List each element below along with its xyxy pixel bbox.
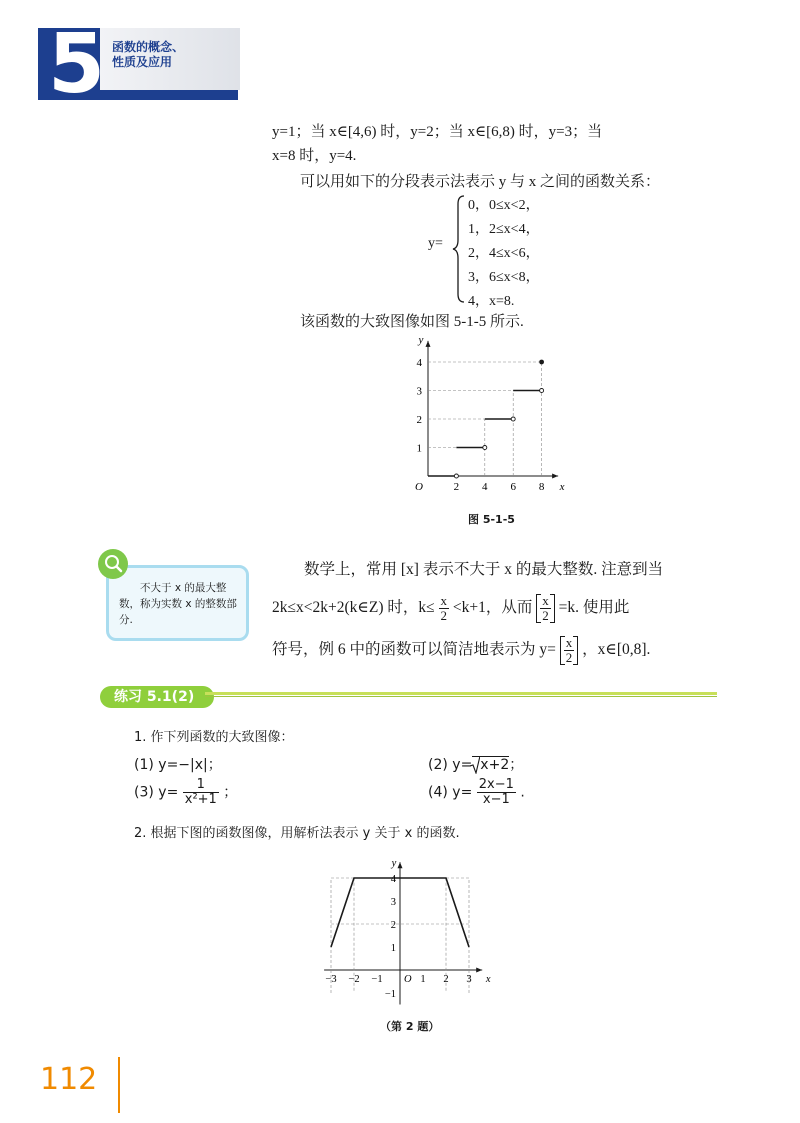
sqrt-radicand bbox=[472, 756, 509, 773]
exercise-q2: 2. 根据下图的函数图像，用解析法表示 y 关于 x 的函数. bbox=[134, 826, 460, 841]
origin-label: O bbox=[404, 974, 412, 985]
exercise-q1-1: (1) y=−|x|； bbox=[134, 757, 222, 773]
piecewise-brace bbox=[452, 194, 466, 304]
search-icon bbox=[98, 549, 128, 579]
x-tick-label: 1 bbox=[420, 974, 426, 985]
q1-2-suffix: ； bbox=[509, 757, 524, 773]
fraction bbox=[477, 778, 516, 807]
exercise-q1-3 bbox=[134, 778, 237, 807]
closed-point bbox=[539, 360, 544, 365]
body-line1: y=1；当 x∈[4,6) 时，y=2；当 x∈[6,8) 时，y=3；当 bbox=[272, 124, 603, 140]
floor-para-text: 符号，例 6 中的函数可以简洁地表示为 y= bbox=[272, 641, 556, 659]
x-tick-label: −1 bbox=[371, 974, 383, 985]
floor-para-line1: 数学上，常用 [x] 表示不大于 x 的最大整数. 注意到当 bbox=[304, 561, 664, 578]
fraction-numerator: 2x−1 bbox=[478, 777, 514, 792]
fraction-numerator: x bbox=[542, 593, 549, 608]
x-tick-label: −2 bbox=[348, 974, 360, 985]
fraction-denominator: x²+1 bbox=[184, 792, 217, 807]
sqrt-content: x+2 bbox=[480, 757, 510, 773]
y-tick-label: 1 bbox=[390, 943, 396, 954]
page-number: 112 bbox=[40, 1062, 98, 1097]
y-axis-arrow bbox=[398, 862, 403, 868]
x-axis-label: x bbox=[485, 974, 491, 985]
exercise-q1-2 bbox=[428, 754, 523, 774]
x-axis-label: x bbox=[559, 481, 565, 493]
fraction-numerator: 1 bbox=[183, 778, 219, 793]
q1-3-suffix: ； bbox=[223, 784, 238, 801]
q1-3-prefix: (3) y= bbox=[134, 784, 179, 801]
fraction bbox=[439, 594, 450, 623]
piecewise-case: 1，2≤x<4， bbox=[468, 222, 540, 237]
open-point bbox=[511, 417, 515, 421]
body-line2: x=8 时，y=4. bbox=[272, 148, 357, 164]
fraction-denominator: x−1 bbox=[482, 792, 510, 807]
trapezoid-chart bbox=[320, 846, 500, 1006]
y-tick-label: 3 bbox=[390, 897, 396, 908]
piecewise-case: 2，4≤x<6， bbox=[468, 246, 540, 261]
open-point bbox=[483, 446, 487, 450]
exercise-label: 练习 5.1(2) bbox=[100, 686, 214, 708]
floor-bracket bbox=[560, 636, 579, 665]
piecewise-lhs: y= bbox=[428, 236, 443, 251]
open-point bbox=[540, 389, 544, 393]
body-line4: 该函数的大致图像如图 5-1-5 所示. bbox=[300, 314, 524, 330]
fraction-denominator: 2 bbox=[565, 650, 573, 665]
exercise-q1-4 bbox=[428, 778, 525, 807]
y-axis-arrow bbox=[426, 341, 431, 347]
y-tick-label: 4 bbox=[390, 874, 396, 885]
body-line3: 可以用如下的分段表示法表示 y 与 x 之间的函数关系： bbox=[300, 174, 661, 190]
y-tick-label: −1 bbox=[384, 989, 396, 1000]
x-tick-label: 2 bbox=[443, 974, 449, 985]
floor-bracket bbox=[536, 594, 555, 623]
q1-2-prefix: (2) y= bbox=[428, 757, 473, 773]
piecewise-case: 0，0≤x<2， bbox=[468, 198, 540, 213]
side-note-text: 不大于 x 的最大整数，称为实数 x 的整数部分. bbox=[119, 582, 237, 626]
open-point bbox=[454, 474, 458, 478]
floor-para-line2 bbox=[272, 594, 629, 623]
exercise-q1: 1. 作下列函数的大致图像： bbox=[134, 730, 294, 745]
q1-4-suffix: . bbox=[520, 784, 525, 801]
y-tick-label: 4 bbox=[416, 357, 422, 369]
figure-caption-5-1-5: 图 5-1-5 bbox=[468, 513, 515, 526]
floor-para-text: 2k≤x<2k+2(k∈Z) 时，k≤ bbox=[272, 599, 435, 617]
x-tick-label: 6 bbox=[510, 481, 516, 493]
fraction-numerator: x bbox=[440, 593, 448, 608]
y-axis-label: y bbox=[418, 333, 424, 346]
figure-caption-q2: （第 2 题） bbox=[380, 1020, 440, 1033]
step-function-chart bbox=[400, 332, 590, 500]
y-tick-label: 2 bbox=[390, 920, 396, 931]
x-axis-arrow bbox=[476, 968, 482, 973]
piecewise-case: 4，x=8. bbox=[468, 294, 515, 309]
x-tick-label: 3 bbox=[466, 974, 472, 985]
chapter-title-line1: 函数的概念、 bbox=[112, 40, 185, 54]
y-axis-label: y bbox=[391, 858, 397, 870]
fraction-denominator: 2 bbox=[542, 608, 549, 623]
fraction bbox=[564, 636, 575, 665]
chapter-title-line2: 性质及应用 bbox=[112, 55, 173, 69]
chapter-number: 5 bbox=[48, 17, 106, 112]
x-tick-label: 2 bbox=[453, 481, 460, 493]
x-axis-arrow bbox=[552, 474, 558, 479]
fraction bbox=[183, 778, 219, 807]
chapter-title bbox=[112, 40, 184, 70]
x-tick-label: −3 bbox=[325, 974, 337, 985]
origin-label: O bbox=[415, 481, 423, 493]
floor-para-text: =k. 使用此 bbox=[558, 599, 630, 617]
x-tick-label: 4 bbox=[482, 481, 488, 493]
floor-para-text: ，x∈[0,8]. bbox=[582, 641, 651, 659]
floor-para-text: <k+1，从而 bbox=[452, 599, 533, 617]
page-number-divider bbox=[118, 1057, 120, 1113]
piecewise-case: 3，6≤x<8， bbox=[468, 270, 540, 285]
q1-4-prefix: (4) y= bbox=[428, 784, 473, 801]
floor-para-line3 bbox=[272, 636, 650, 665]
fraction-denominator: 2 bbox=[440, 608, 448, 623]
y-tick-label: 3 bbox=[416, 385, 422, 398]
fraction-numerator: x bbox=[565, 635, 573, 650]
exercise-divider bbox=[205, 692, 717, 695]
sqrt-sign-icon bbox=[470, 756, 480, 774]
y-tick-label: 1 bbox=[416, 442, 422, 455]
piecewise-cases bbox=[468, 194, 540, 314]
x-tick-label: 8 bbox=[538, 481, 545, 493]
exercise-divider-thin bbox=[205, 696, 717, 697]
fraction bbox=[540, 594, 551, 623]
y-tick-label: 2 bbox=[416, 414, 422, 426]
